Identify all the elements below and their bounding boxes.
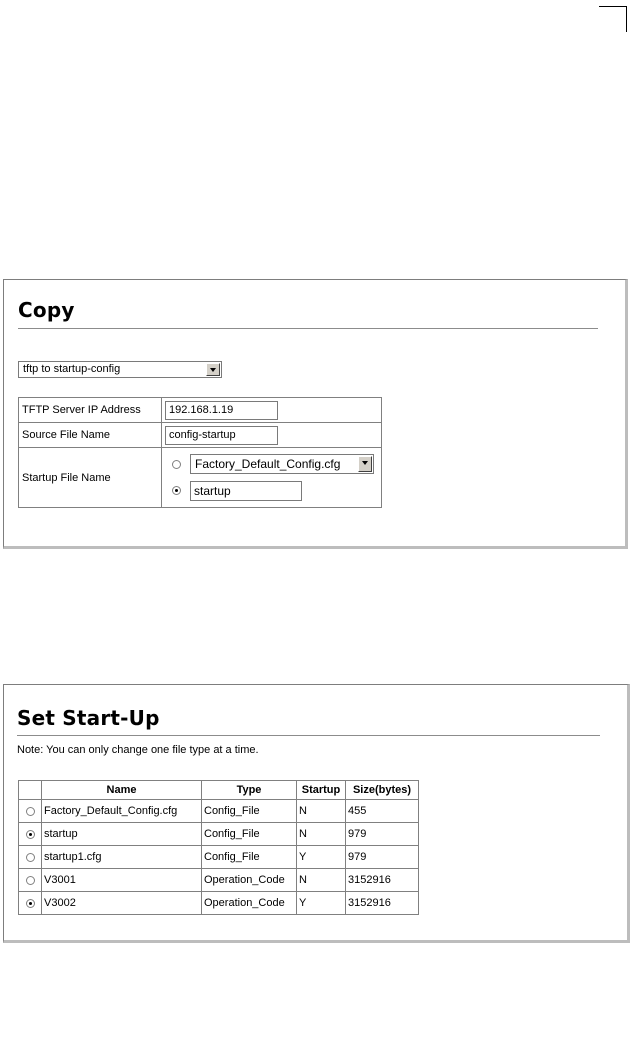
file-size-cell: 979 [346,823,419,846]
row-select-radio[interactable] [26,876,35,885]
file-type-cell: Operation_Code [202,869,297,892]
file-size-cell: 979 [346,846,419,869]
page-corner-mark [599,6,627,32]
copy-panel [3,279,628,549]
file-size-cell: 455 [346,800,419,823]
startup-text-radio[interactable] [172,486,181,495]
startup-file-select[interactable] [190,454,374,474]
source-file-label: Source File Name [19,423,162,448]
row-select-radio[interactable] [26,853,35,862]
startup-flag-cell: Y [297,892,346,915]
chevron-down-icon[interactable] [358,456,372,472]
file-name-cell: startup [42,823,202,846]
copy-title: Copy [18,298,75,322]
set-startup-title: Set Start-Up [17,706,160,730]
server-ip-label: TFTP Server IP Address [19,398,162,423]
startup-flag-cell: Y [297,846,346,869]
copy-title-rule [18,328,598,330]
source-file-input[interactable]: config-startup [165,426,278,445]
table-row [19,869,419,892]
table-row [19,892,419,915]
file-type-cell: Operation_Code [202,892,297,915]
startup-flag-cell: N [297,869,346,892]
file-type-cell: Config_File [202,846,297,869]
column-header-name: Name [42,781,202,800]
note-text: Note: You can only change one file type at a time. [17,744,259,756]
column-header-size: Size(bytes) [346,781,419,800]
file-name-cell: V3002 [42,892,202,915]
startup-flag-cell: N [297,800,346,823]
table-row [19,800,419,823]
startup-file-label: Startup File Name [19,448,162,508]
row-select-radio[interactable] [26,899,35,908]
file-name-cell: Factory_Default_Config.cfg [42,800,202,823]
file-type-cell: Config_File [202,823,297,846]
copy-operation-value: tftp to startup-config [23,363,121,375]
set-startup-title-rule [17,735,600,737]
files-table [18,780,419,915]
row-select-radio[interactable] [26,830,35,839]
table-row [19,846,419,869]
select-column-header [19,781,42,800]
startup-flag-cell: N [297,823,346,846]
copy-form-table [18,397,382,508]
startup-file-input[interactable]: startup [190,481,302,501]
table-row [19,823,419,846]
chevron-down-icon[interactable] [206,363,220,376]
file-name-cell: V3001 [42,869,202,892]
server-ip-input[interactable]: 192.168.1.19 [165,401,278,420]
row-select-radio[interactable] [26,807,35,816]
startup-file-select-value: Factory_Default_Config.cfg [195,456,341,471]
set-startup-panel [3,684,630,943]
file-size-cell: 3152916 [346,892,419,915]
copy-operation-select[interactable] [18,361,222,378]
column-header-type: Type [202,781,297,800]
file-name-cell: startup1.cfg [42,846,202,869]
file-size-cell: 3152916 [346,869,419,892]
file-type-cell: Config_File [202,800,297,823]
column-header-startup: Startup [297,781,346,800]
startup-select-radio[interactable] [172,460,181,469]
